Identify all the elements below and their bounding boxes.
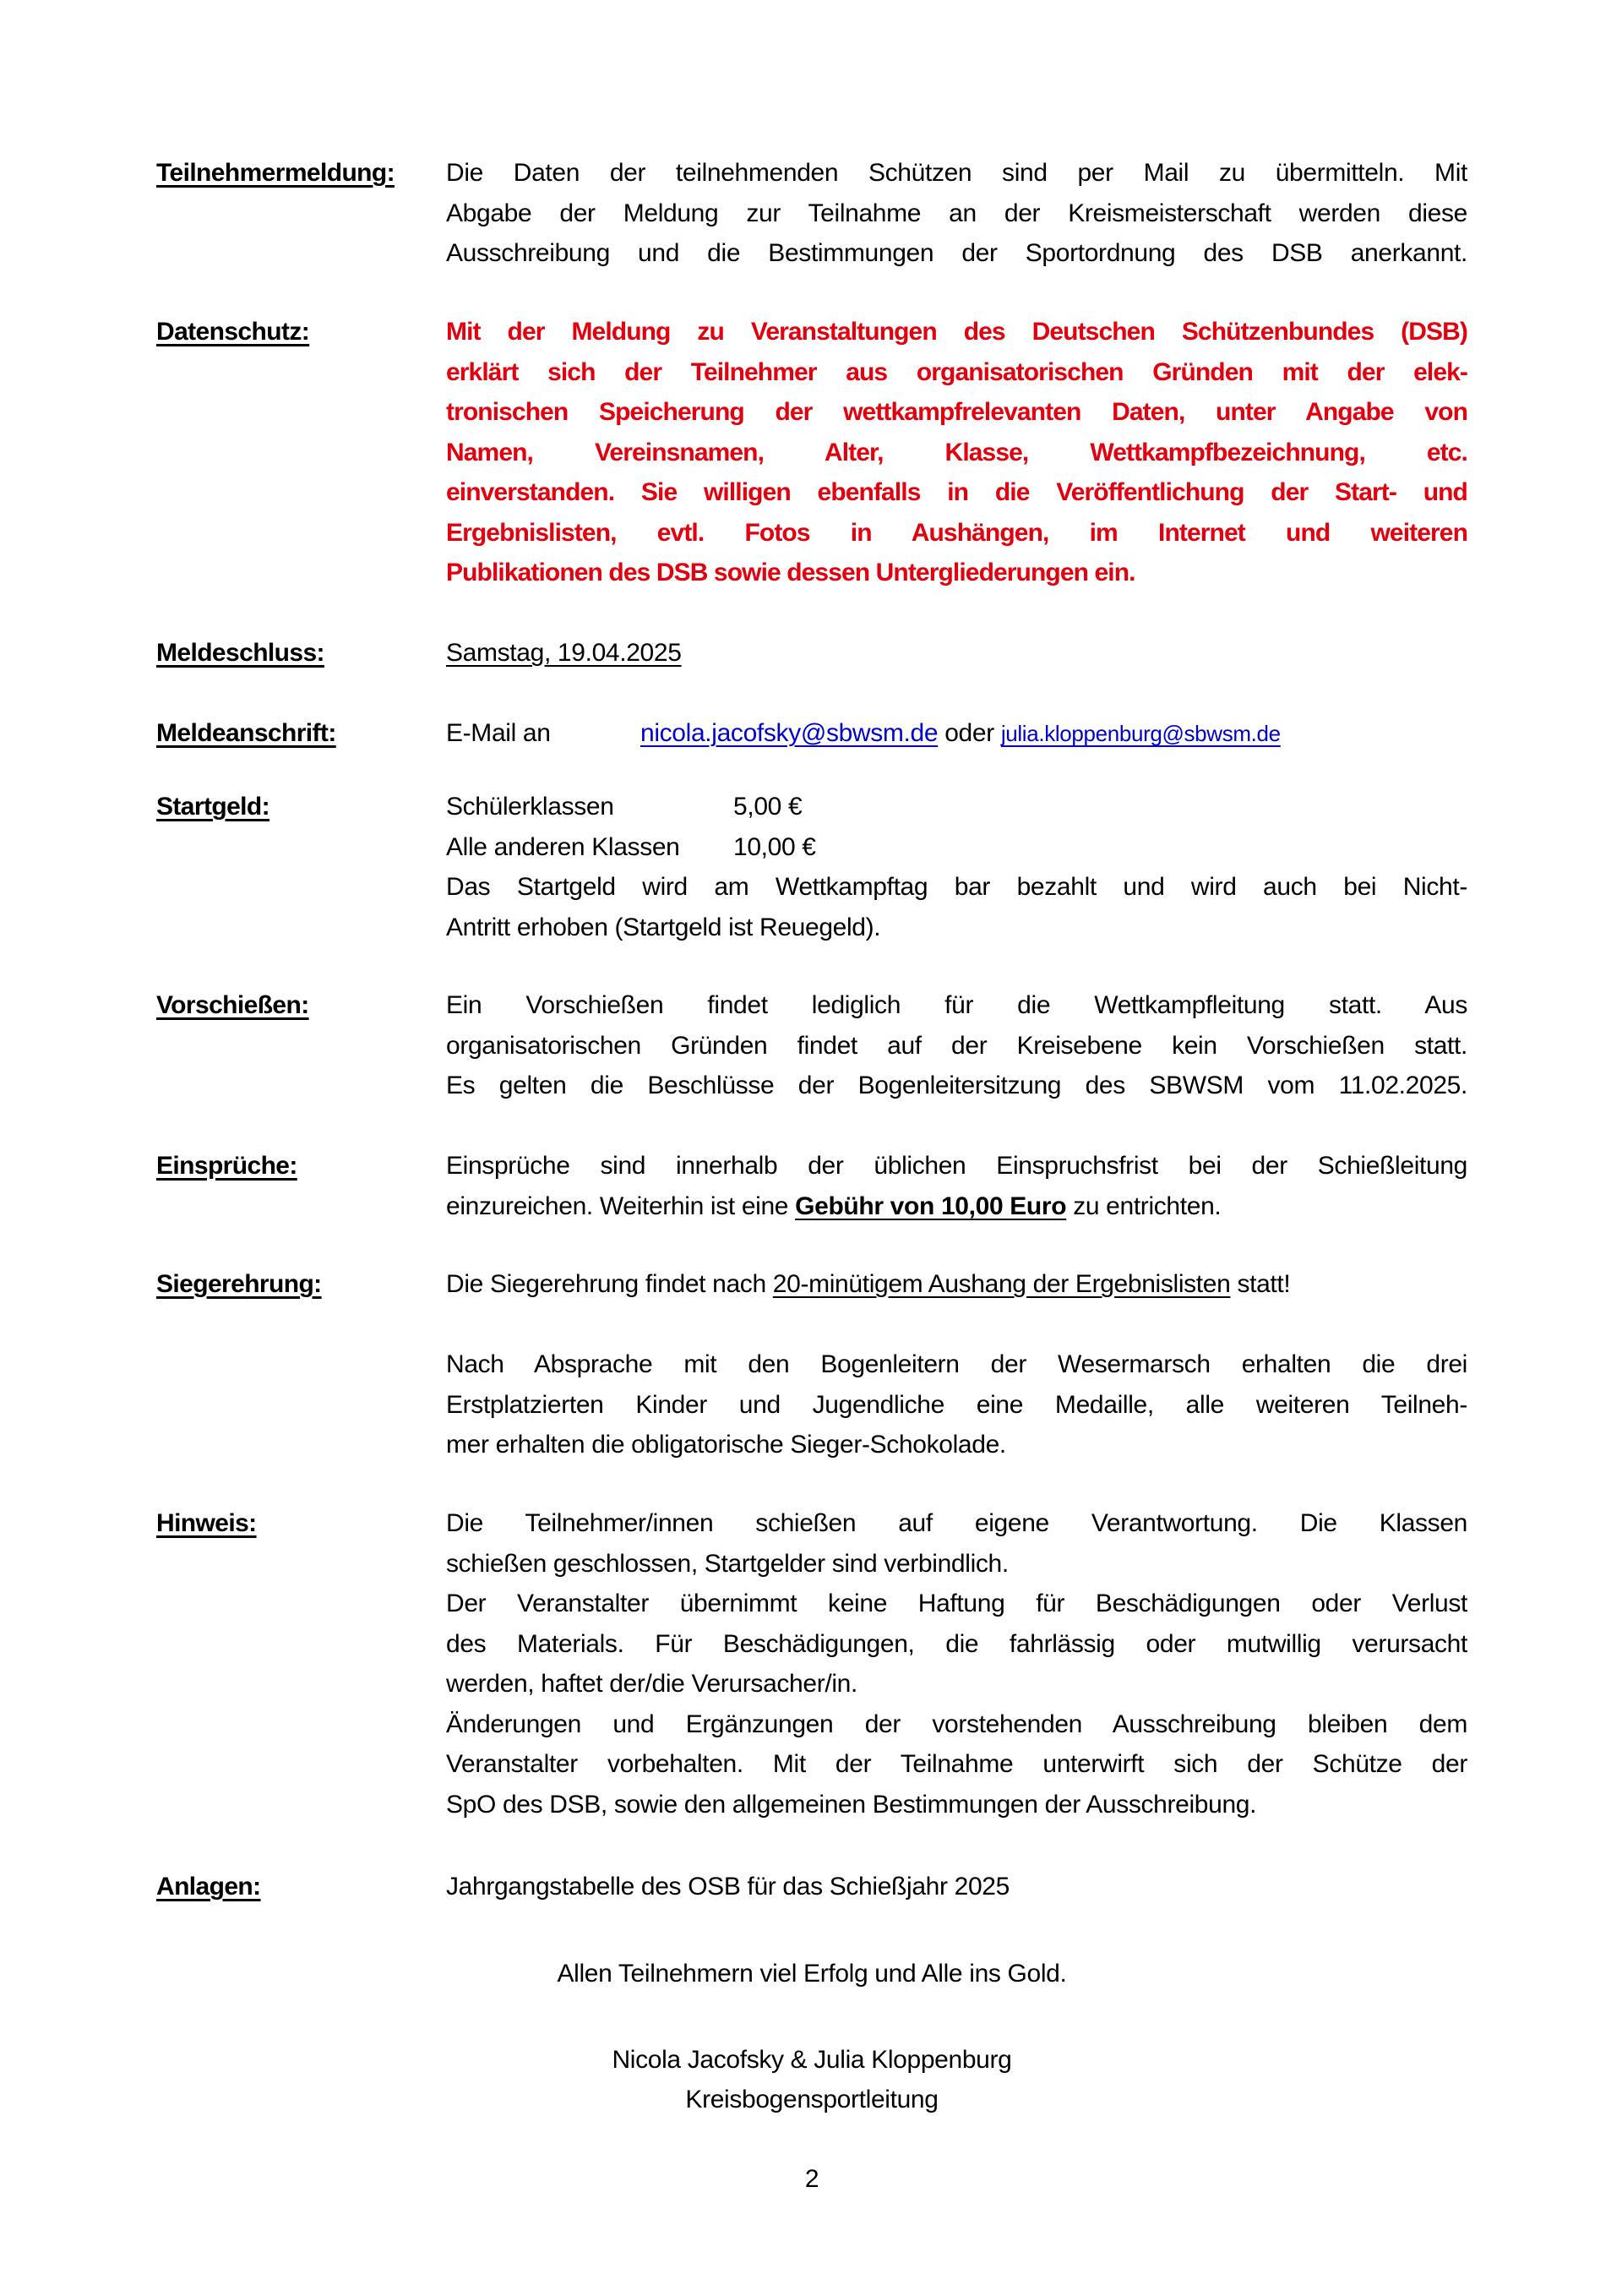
- timing-emphasis: 20-minütigem Aushang der Ergebnislisten: [772, 1270, 1231, 1298]
- email-link-nicola[interactable]: nicola.jacofsky@sbwsm.de: [640, 719, 939, 747]
- text-line: Publikationen des DSB sowie dessen Untergliederungen ein.: [446, 559, 1135, 586]
- blank-line: [446, 1305, 1467, 1345]
- text-line: schießen geschlossen, Startgelder sind verbindlich.: [446, 1549, 1009, 1578]
- signature-title: Kreisbogensportleitung: [685, 2086, 939, 2113]
- text-line: tronischen Speicherung der wettkampfrelevanten Daten, unter Angabe von: [446, 398, 1467, 426]
- text-line: Namen, Vereinsnamen, Alter, Klasse, Wettkampfbezeichnung, etc.: [446, 438, 1467, 466]
- text-line: Veranstalter vorbehalten. Mit der Teilnahme unterwirft sich der Schütze der: [446, 1750, 1467, 1778]
- section-body: [446, 153, 1467, 274]
- text-line: Einsprüche sind innerhalb der üblichen Einspruchsfrist bei der Schießleitung: [446, 1152, 1467, 1180]
- section-label: Meldeschluss:: [156, 639, 324, 667]
- fee-amount: 10,00 €: [733, 832, 816, 861]
- fee-row: [446, 787, 1467, 827]
- text-line: Antritt erhoben (Startgeld ist Reuegeld).: [446, 913, 881, 941]
- closing-greeting: Allen Teilnehmern viel Erfolg und Alle ins Gold.: [557, 1960, 1067, 1988]
- text-line: einzureichen. Weiterhin ist eine Gebühr von 10,00 Euro zu entrichten.: [446, 1192, 1222, 1220]
- email-prefix: E-Mail an: [446, 719, 551, 747]
- text-line: Die Siegerehrung findet nach 20-minütigem Aushang der Ergebnislisten statt!: [446, 1270, 1291, 1298]
- text-line: Ein Vorschießen findet lediglich für die Wettkampfleitung statt. Aus: [446, 991, 1467, 1019]
- text-line: Ergebnislisten, evtl. Fotos in Aushängen, im Internet und weiteren: [446, 518, 1467, 547]
- section-label: Meldeanschrift:: [156, 719, 336, 747]
- email-connector: oder: [944, 719, 994, 747]
- fee-amount: 5,00 €: [733, 793, 803, 821]
- deadline-date: Samstag, 19.04.2025: [446, 639, 682, 667]
- section-label: Hinweis:: [156, 1509, 257, 1537]
- section-label: Einsprüche:: [156, 1152, 297, 1180]
- privacy-notice: [446, 312, 1467, 593]
- section-label: Anlagen:: [156, 1873, 261, 1901]
- email-link-julia[interactable]: julia.kloppenburg@sbwsm.de: [1000, 721, 1281, 746]
- fee-class: Alle anderen Klassen: [446, 832, 680, 861]
- text-line: organisatorischen Gründen findet auf der Kreisebene kein Vorschießen statt.: [446, 1031, 1467, 1060]
- text-line: Die Teilnehmer/innen schießen auf eigene Verantwortung. Die Klassen: [446, 1509, 1467, 1537]
- section-label: Teilnehmermeldung:: [156, 159, 395, 187]
- text-line: Das Startgeld wird am Wettkampftag bar bezahlt und wird auch bei Nicht-: [446, 873, 1467, 901]
- section-label: Siegerehrung:: [156, 1270, 322, 1298]
- text-line: Erstplatzierten Kinder und Jugendliche eine Medaille, alle weiteren Teilneh-: [446, 1390, 1467, 1419]
- text-line: Mit der Meldung zu Veranstaltungen des Deutschen Schützenbundes (DSB): [446, 318, 1467, 346]
- text-line: Die Daten der teilnehmenden Schützen sind per Mail zu übermitteln. Mit: [446, 159, 1467, 187]
- attachment-item: Jahrgangstabelle des OSB für das Schießjahr 2025: [446, 1873, 1010, 1901]
- text-line: Der Veranstalter übernimmt keine Haftung für Beschädigungen oder Verlust: [446, 1590, 1467, 1617]
- page-number: 2: [804, 2165, 819, 2193]
- text-line: erklärt sich der Teilnehmer aus organisatorischen Gründen mit der elek-: [446, 357, 1467, 386]
- text-line: einverstanden. Sie willigen ebenfalls in die Veröffentlichung der Start- und: [446, 478, 1467, 506]
- text-line: Abgabe der Meldung zur Teilnahme an der Kreismeisterschaft werden diese: [446, 199, 1467, 227]
- fee-emphasis: Gebühr von 10,00 Euro: [795, 1192, 1067, 1220]
- text-line: Änderungen und Ergänzungen der vorstehenden Ausschreibung bleiben dem: [446, 1710, 1467, 1738]
- text-line: Nach Absprache mit den Bogenleitern der Wesermarsch erhalten die drei: [446, 1350, 1467, 1378]
- fee-class: Schülerklassen: [446, 793, 614, 821]
- text-line: SpO des DSB, sowie den allgemeinen Bestimmungen der Ausschreibung.: [446, 1790, 1257, 1819]
- text-line: des Materials. Für Beschädigungen, die fahrlässig oder mutwillig verursacht: [446, 1629, 1467, 1658]
- section-label: Startgeld:: [156, 793, 270, 821]
- signature-names: Nicola Jacofsky & Julia Kloppenburg: [612, 2046, 1012, 2074]
- fee-row: [446, 827, 1467, 868]
- text-line: Ausschreibung und die Bestimmungen der Sportordnung des DSB anerkannt.: [446, 239, 1467, 267]
- text-line: Es gelten die Beschlüsse der Bogenleitersitzung des SBWSM vom 11.02.2025.: [446, 1072, 1467, 1099]
- section-label: Vorschießen:: [156, 991, 309, 1019]
- text-line: mer erhalten die obligatorische Sieger-Schokolade.: [446, 1431, 1006, 1459]
- section-label: Datenschutz:: [156, 318, 310, 346]
- text-line: werden, haftet der/die Verursacher/in.: [446, 1670, 857, 1698]
